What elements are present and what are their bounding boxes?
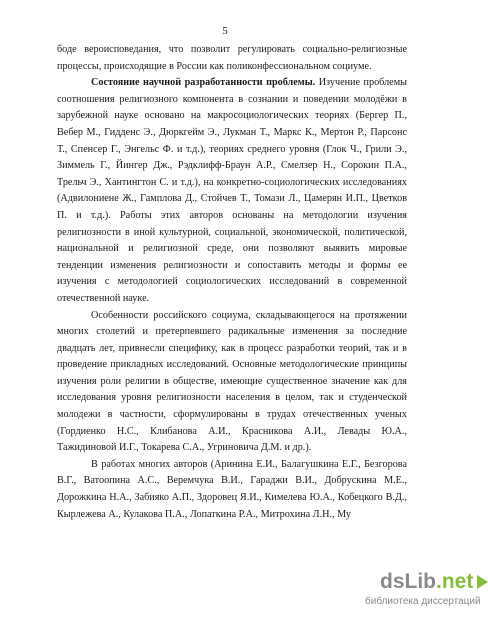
watermark-logo — [380, 570, 488, 594]
paragraph-2-text: Изучение проблемы соотношения религиозного компонента в сознании и поведении молодёжи в зарубежной науке основано на макросоциологических теориях (Бергер П., Вебер М., Гидденс Э., Дюркгейм Э., Лукман Т., Маркс К., Мертон Р., Парсонс Т., Спенсер Г., Энгельс Ф. и т.д.), теориях среднего уровня (Глок Ч., Грили Э., Зиммель Г., Йингер Дж., Рэдклифф-Браун А.Р., Смелзер Н., Сорокин П.А., Трельч Э., Хантингтон С. и т.д.), на конкретно-социологических исследованиях (Адвилониене Ж., Гамплова Д., Стойчев Т., Томази Л., Цамерян И.П., Цветков П. и т.д.). Работы этих авторов основаны на методологии изучения религиозности в иной культурной, социальной, экономической, политической, национальной и религиозной среде, они позволяют выявить мировые тенденции изменения религиозности и сопоставить методы и формы ее изучения с методологией социологических исследований в современной отечественной науке. — [57, 77, 407, 304]
paragraph-3-text: Особенности российского социума, складывающегося на протяжении многих столетий и претерпевшего радикальные изменения за последние двадцать лет, привнесли специфику, как в процесс разработки теорий, так и в проведение прикладных исследований. Основные методологические принципы изучения роли религии в обществе, имеющие существенное значение как для исследования уровня религиозности населения в целом, так и студенческой молодежи в частности, сформулированы в трудах отечественных ученых (Гордиенко Н.С., Клибанова А.И., Красникова А.И., Левады Ю.А., Тажидиновой И.Г., Токарева С.А., Угриновича Д.М. и др.). — [57, 309, 407, 454]
watermark-logo-main: dsLib — [380, 570, 436, 593]
watermark-logo-accent: .net — [436, 570, 474, 593]
paragraph-4-text: В работах многих авторов (Аринина Е.И., Балагушкина Е.Г., Безгорова В.Г., Ватоoпина А.С., Веремчука В.И., Гараджи В.И., Добрускина М.Е., Дорожкина Н.А., Забияко А.П., Здоровец Я.И., Кимелева Ю.А., Кобецкого В.Д., Кырлежева А., Кулакова П.А., Лопаткина Р.А., Митрохина Л.Н., Му — [57, 458, 407, 520]
section-heading: Состояние научной разработанности проблемы. — [91, 77, 316, 89]
body-text — [57, 42, 407, 523]
watermark-caption: библиотека диссертаций — [365, 596, 481, 607]
page-number: 5 — [222, 25, 228, 37]
paragraph-2 — [57, 75, 407, 307]
watermark — [300, 570, 481, 620]
paragraph-4 — [57, 457, 407, 523]
paragraph-1 — [57, 42, 407, 75]
paragraph-1-text: боде вероисповедания, что позволит регулировать социально-религиозные процессы, происходящие в России как поликонфессиональном социуме. — [57, 44, 407, 72]
paragraph-3 — [57, 308, 407, 457]
arrow-icon — [477, 575, 488, 589]
